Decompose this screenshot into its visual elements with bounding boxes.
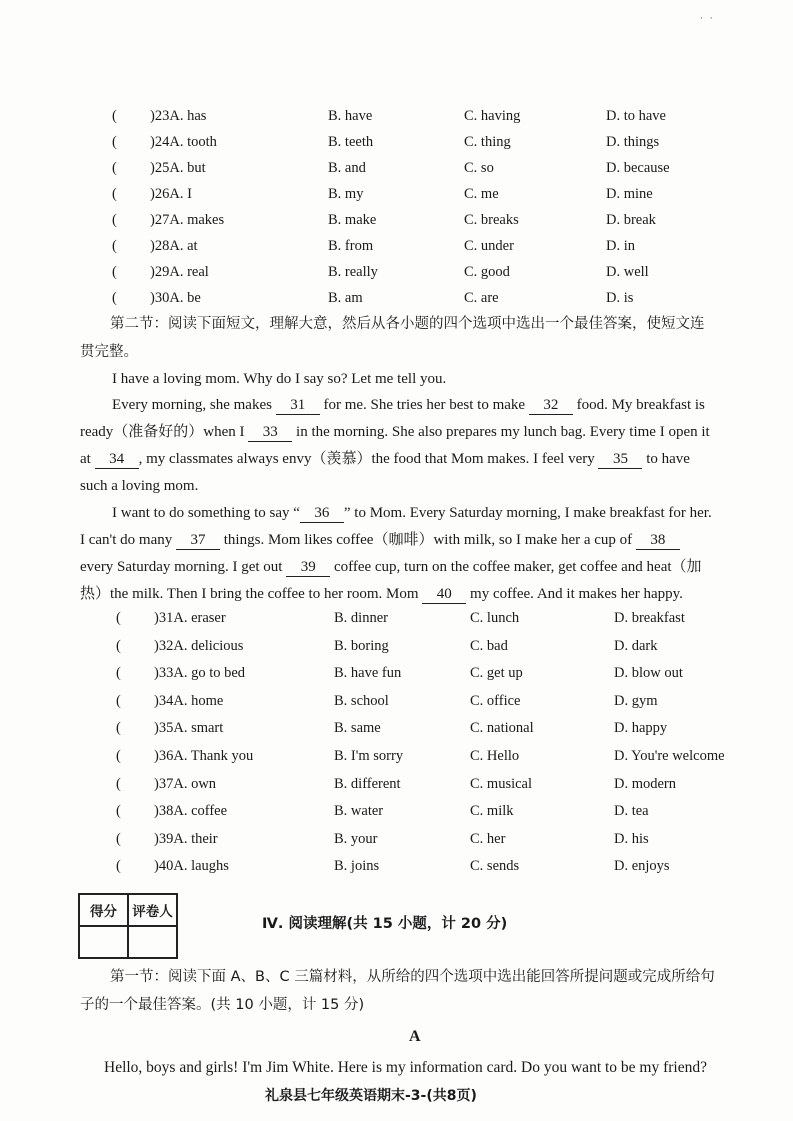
option-c: C. national (470, 720, 534, 737)
blank-36: 36 (300, 504, 344, 523)
blank-40: 40 (422, 585, 466, 604)
question-number-option-a: )28A. at (150, 238, 198, 254)
passage-line-5: such a loving mom. (80, 478, 199, 494)
option-d: D. breakfast (614, 610, 685, 626)
option-d: D. modern (614, 775, 677, 792)
question-number-option-a: )27A. makes (150, 212, 225, 228)
question-row (116, 858, 736, 880)
option-b: B. make (328, 212, 377, 228)
blank-35: 35 (598, 450, 642, 469)
option-a: A. be (169, 290, 201, 306)
option-d: D. things (606, 134, 660, 150)
question-number: 27 (154, 212, 170, 228)
blank-31: 31 (276, 396, 320, 415)
option-b: B. boring (334, 637, 389, 654)
section2-instruction-line2: 贯完整。 (80, 344, 138, 360)
question-row (112, 160, 732, 182)
option-d: D. because (606, 160, 670, 176)
question-number: 28 (154, 238, 170, 254)
option-b: B. dinner (334, 610, 388, 626)
answer-paren: ( (116, 748, 121, 764)
option-d: D. happy (614, 720, 668, 737)
page-footer: 礼泉县七年级英语期末-3-(共8页) (265, 1088, 477, 1104)
question-row (112, 134, 732, 156)
option-a: A. I (169, 186, 192, 202)
option-c: C. get up (470, 665, 523, 682)
question-number-option-a: )40A. laughs (154, 858, 229, 875)
question-number: 24 (154, 134, 170, 150)
option-b: B. from (328, 238, 374, 254)
question-number-option-a: )25A. but (150, 160, 206, 176)
option-a: A. eraser (173, 610, 226, 626)
option-b: B. and (328, 160, 366, 176)
option-d: D. blow out (614, 665, 683, 682)
answer-paren: ( (116, 830, 121, 847)
question-number: 31 (158, 610, 174, 626)
grader-cell (128, 926, 177, 958)
question-number: 23 (154, 108, 170, 124)
section4-instruction-line1: 第一节：阅读下面 A、B、C 三篇材料，从所给的四个选项中选出能回答所提问题或完成所给句 (110, 969, 715, 985)
score-header: 得分 (79, 894, 128, 926)
blank-39: 39 (286, 558, 330, 577)
passage-line-6: I want to do something to say “ 36 ” to Mom. Every Saturday morning, I make breakfast for her. (112, 505, 712, 521)
option-d: D. in (606, 238, 635, 254)
option-c: C. bad (470, 637, 508, 654)
option-c: C. under (464, 238, 514, 254)
blank-37: 37 (176, 531, 220, 550)
option-b: B. I'm sorry (334, 748, 404, 764)
question-row (116, 748, 736, 770)
question-number-option-a: )31A. eraser (154, 610, 226, 626)
blank-32: 32 (529, 396, 573, 415)
score-cell (79, 926, 128, 958)
answer-paren: ( (112, 264, 117, 280)
question-number-option-a: )38A. coffee (154, 803, 228, 820)
question-row (116, 776, 736, 798)
passage-a-intro: Hello, boys and girls! I'm Jim White. Here is my information card. Do you want to be my friend? (104, 1059, 708, 1076)
answer-paren: ( (112, 108, 117, 124)
score-table (78, 893, 178, 959)
option-b: B. your (334, 830, 378, 847)
question-number: 25 (154, 160, 170, 176)
passage-line-2: Every morning, she makes 31 for me. She tries her best to make 32 food. My breakfast is (112, 397, 705, 413)
option-a: A. makes (169, 212, 225, 228)
option-b: B. my (328, 186, 364, 202)
passage-line-3: ready（准备好的）when I 33 in the morning. She also prepares my lunch bag. Every time I open it (80, 424, 710, 440)
option-d: D. gym (614, 692, 658, 709)
option-d: D. mine (606, 186, 653, 202)
question-row (116, 610, 736, 632)
answer-paren: ( (112, 290, 117, 306)
option-c: C. me (464, 186, 499, 202)
option-c: C. Hello (470, 748, 520, 764)
question-number-option-a: )37A. own (154, 775, 217, 792)
question-row (112, 264, 732, 286)
option-b: B. have (328, 108, 373, 124)
blank-33: 33 (248, 423, 292, 442)
option-c: C. musical (470, 775, 533, 792)
option-d: D. to have (606, 108, 666, 124)
blank-34: 34 (95, 450, 139, 469)
option-a: A. delicious (173, 637, 244, 654)
option-b: B. water (334, 803, 384, 820)
answer-paren: ( (116, 720, 121, 737)
option-a: A. their (173, 830, 218, 847)
passage-line-9: 热）the milk. Then I bring the coffee to her room. Mom 40 my coffee. And it makes her happy. (80, 586, 683, 602)
question-row (116, 638, 736, 660)
passage-a-heading: A (409, 1028, 421, 1045)
option-a: A. but (169, 160, 206, 176)
question-number: 32 (158, 637, 174, 654)
question-number: 36 (158, 748, 174, 764)
option-c: C. thing (464, 134, 511, 150)
option-d: D. well (606, 264, 649, 280)
question-number-option-a: )29A. real (150, 264, 209, 280)
option-b: B. same (334, 720, 381, 737)
option-b: B. school (334, 692, 389, 709)
question-row (116, 693, 736, 715)
question-number-option-a: )36A. Thank you (154, 748, 254, 764)
option-c: C. milk (470, 803, 514, 820)
option-d: D. dark (614, 637, 658, 654)
question-row (112, 212, 732, 234)
question-number-option-a: )24A. tooth (150, 134, 217, 150)
option-c: C. sends (470, 858, 520, 875)
option-c: C. office (470, 692, 521, 709)
passage-line-4: at 34 , my classmates always envy（羡慕）the food that Mom makes. I feel very 35 to have (80, 451, 690, 467)
option-c: C. her (470, 830, 506, 847)
question-number: 35 (158, 720, 174, 737)
question-number: 40 (158, 858, 174, 875)
option-b: B. really (328, 264, 378, 280)
question-number: 34 (158, 692, 174, 709)
answer-paren: ( (116, 775, 121, 792)
option-a: A. has (169, 108, 207, 124)
option-d: D. is (606, 290, 634, 306)
question-number: 26 (154, 186, 170, 202)
option-c: C. having (464, 108, 521, 124)
option-c: C. lunch (470, 610, 520, 626)
answer-paren: ( (116, 692, 121, 709)
answer-paren: ( (116, 665, 121, 682)
corner-mark: · · (700, 14, 715, 24)
question-row (112, 108, 732, 130)
passage-line-7: I can't do many 37 things. Mom likes coffee（咖啡）with milk, so I make her a cup of 38 (80, 527, 680, 555)
question-number: 30 (154, 290, 170, 306)
answer-paren: ( (112, 134, 117, 150)
section2-instruction-line1: 第二节：阅读下面短文，理解大意，然后从各小题的四个选项中选出一个最佳答案，使短文连 (110, 316, 705, 332)
answer-paren: ( (116, 610, 121, 626)
option-b: B. joins (334, 858, 380, 875)
option-a: A. smart (173, 720, 224, 737)
option-a: A. go to bed (173, 665, 246, 682)
answer-paren: ( (112, 212, 117, 228)
option-d: D. tea (614, 803, 649, 820)
option-c: C. so (464, 160, 494, 176)
answer-paren: ( (116, 803, 121, 820)
answer-paren: ( (112, 186, 117, 202)
option-a: A. Thank you (173, 748, 254, 764)
option-b: B. different (334, 775, 401, 792)
question-row (116, 720, 736, 742)
answer-paren: ( (112, 238, 117, 254)
option-a: A. own (173, 775, 217, 792)
option-b: B. teeth (328, 134, 374, 150)
question-number: 38 (158, 803, 174, 820)
question-row (112, 186, 732, 208)
question-number: 37 (158, 775, 174, 792)
question-number-option-a: )32A. delicious (154, 637, 244, 654)
option-d: D. enjoys (614, 858, 670, 875)
passage-line-8: every Saturday morning. I get out 39 coffee cup, turn on the coffee maker, get coffee and heat（加 (80, 559, 702, 575)
option-d: D. his (614, 830, 649, 847)
option-a: A. laughs (173, 858, 229, 875)
question-number-option-a: )35A. smart (154, 720, 224, 737)
question-number-option-a: )33A. go to bed (154, 665, 246, 682)
option-a: A. home (173, 692, 224, 709)
option-a: A. at (169, 238, 198, 254)
question-number: 33 (158, 665, 174, 682)
option-d: D. break (606, 212, 656, 228)
question-number-option-a: )23A. has (150, 108, 207, 124)
option-d: D. You're welcome (614, 748, 725, 764)
passage-line-1: I have a loving mom. Why do I say so? Let me tell you. (112, 371, 447, 387)
question-row (112, 238, 732, 260)
question-row (112, 290, 732, 312)
option-a: A. coffee (173, 803, 228, 820)
blank-38: 38 (636, 531, 680, 550)
option-c: C. breaks (464, 212, 519, 228)
answer-paren: ( (112, 160, 117, 176)
option-c: C. good (464, 264, 510, 280)
option-c: C. are (464, 290, 499, 306)
answer-paren: ( (116, 637, 121, 654)
question-row (116, 665, 736, 687)
option-a: A. tooth (169, 134, 217, 150)
question-row (116, 831, 736, 853)
option-b: B. have fun (334, 665, 402, 682)
question-number: 29 (154, 264, 170, 280)
grader-header: 评卷人 (128, 894, 177, 926)
answer-paren: ( (116, 858, 121, 875)
question-number-option-a: )30A. be (150, 290, 201, 306)
question-number-option-a: )26A. I (150, 186, 192, 202)
question-number-option-a: )39A. their (154, 830, 218, 847)
section4-instruction-line2: 子的一个最佳答案。(共 10 小题，计 15 分) (80, 997, 365, 1013)
option-b: B. am (328, 290, 363, 306)
question-number-option-a: )34A. home (154, 692, 224, 709)
question-number: 39 (158, 830, 174, 847)
question-row (116, 803, 736, 825)
option-a: A. real (169, 264, 209, 280)
section4-title: Ⅳ. 阅读理解(共 15 小题，计 20 分) (262, 916, 508, 932)
